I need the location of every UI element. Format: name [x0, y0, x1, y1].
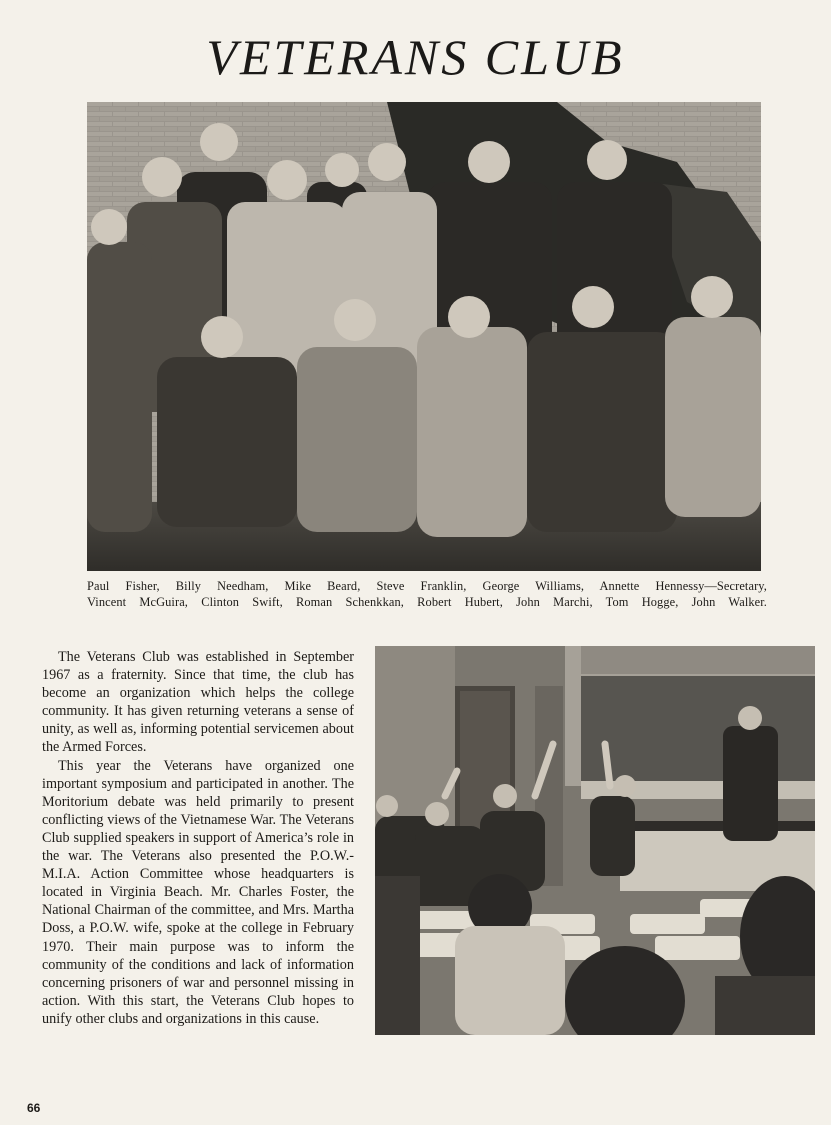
- article-text: [42, 648, 354, 1028]
- group-photo: [87, 102, 761, 571]
- photo-caption: [87, 578, 767, 610]
- classroom-photo: [375, 646, 815, 1035]
- group-photo-image: [87, 102, 761, 571]
- article-paragraph-1: The Veterans Club was established in September 1967 as a fraternity. Since that time, the club has become an organization which helps the college community. It has given returning veterans a sense of unity, as well as, informing potential servicemen about the Armed Forces.: [42, 649, 354, 756]
- classroom-photo-image: [375, 646, 815, 1035]
- caption-line-1: Paul Fisher, Billy Needham, Mike Beard, Steve Franklin, George Williams, Annette Hennessy—Secretary,: [87, 579, 767, 593]
- page-number: 66: [27, 1101, 41, 1115]
- page-title: VETERANS CLUB: [206, 29, 625, 85]
- article-paragraph-2: This year the Veterans have organized one important symposium and participated in another. The Moritorium debate was held primarily to present conflicting views of the Vietnamese War. The Veterans Club supplied speakers in support of America’s role in the war. The Veterans also presented the P.O.W.-M.I.A. Action Committee whose headquarters is located in Virginia Beach. Mr. Charles Foster, the National Chairman of the committee, and Mrs. Martha Doss, a P.O.W. wife, spoke at the college in February 1970. Their main purpose was to inform the community of the conditions and lack of information concerning prisoners of war and personnel missing in action. With this start, the Veterans Club hopes to unify other clubs and organizations in this cause.: [42, 757, 354, 1027]
- caption-line-2: Vincent McGuira, Clinton Swift, Roman Schenkkan, Robert Hubert, John Marchi, Tom Hogge, John Walker.: [87, 595, 767, 609]
